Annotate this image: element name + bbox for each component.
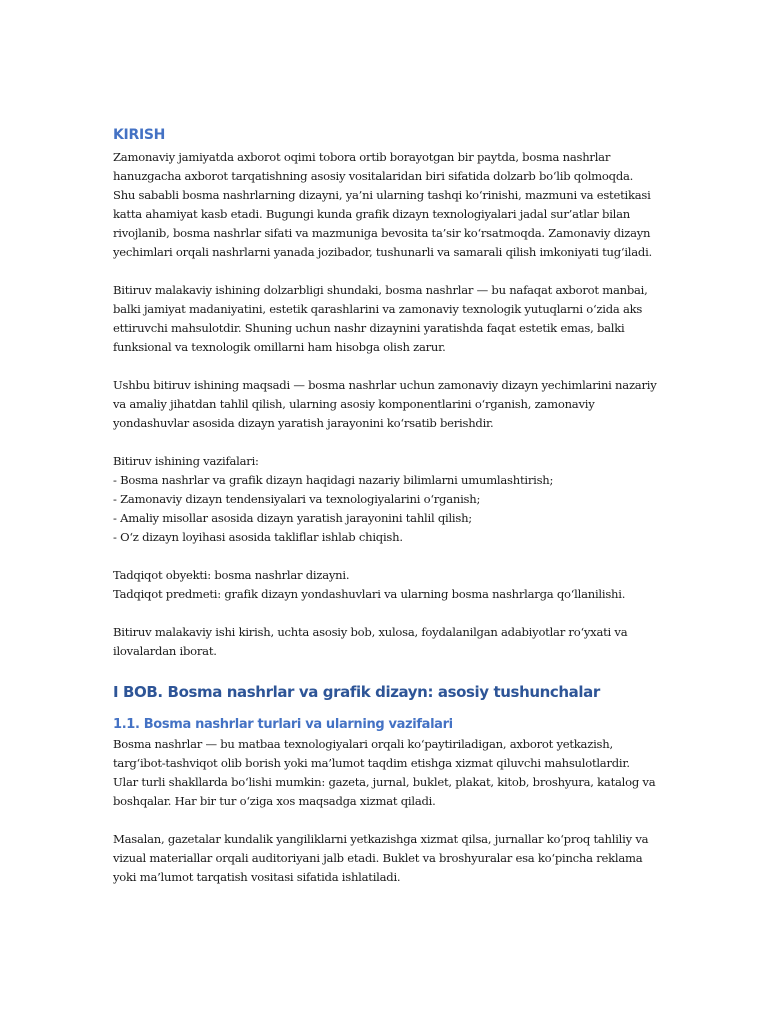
tasks-list [113,452,658,547]
intro-heading: KIRISH [113,127,166,143]
task-item: - Bosma nashrlar va grafik dizayn haqidagi nazariy bilimlarni umumlashtirish; [113,473,554,487]
research-block [113,566,658,604]
research-subject: Tadqiqot predmeti: grafik dizayn yondashuvlari va ularning bosma nashrlarga qo‘llanilishi. [113,587,626,601]
section-heading: 1.1. Bosma nashrlar turlari va ularning vazifalari [113,717,453,732]
section-paragraph-2: Masalan, gazetalar kundalik yangiliklarni yetkazishga xizmat qilsa, jurnallar ko‘proq tahliliy va vizual materiallar orqali auditoriyani jalb etadi. Buklet va broshyuralar esa ko‘pincha reklama yoki ma’lumot tarqatish vositasi sifatida ishlatiladi. [113,832,649,884]
intro-paragraph-3: Ushbu bitiruv ishining maqsadi — bosma nashrlar uchun zamonaviy dizayn yechimlarini nazariy va amaliy jihatdan tahlil qilish, ularning asosiy komponentlarini o‘rganish, zamonaviy yondashuvlar asosida dizayn yaratish jarayonini ko‘rsatib berishdir. [113,378,657,430]
tasks-title: Bitiruv ishining vazifalari: [113,454,259,468]
research-object: Tadqiqot obyekti: bosma nashrlar dizayni. [113,568,350,582]
chapter-heading: I BOB. Bosma nashrlar va grafik dizayn: asosiy tushunchalar [113,683,600,701]
document-page [113,124,658,906]
intro-paragraph-2: Bitiruv malakaviy ishining dolzarbligi shundaki, bosma nashrlar — bu nafaqat axborot manbai, balki jamiyat madaniyatini, estetik qarashlarini va zamonaviy texnologik yutuqlarni o‘zida aks ettiruvchi mahsulotdir. Shuning uchun nashr dizaynini yaratishda faqat estetik emas, balki funksional va texnologik omillarni ham hisobga olish zarur. [113,283,648,354]
structure-paragraph: Bitiruv malakaviy ishi kirish, uchta asosiy bob, xulosa, foydalanilgan adabiyotlar ro‘yxati va ilovalardan iborat. [113,625,628,658]
section-paragraph-1: Bosma nashrlar — bu matbaa texnologiyalari orqali ko‘paytiriladigan, axborot yetkazish, targ‘ibot-tashviqot olib borish yoki ma’lumot taqdim etishga xizmat qiluvchi mahsulotlardir. Ular turli shakllarda bo‘lishi mumkin: gazeta, jurnal, buklet, plakat, kitob, broshyura, katalog va boshqalar. Har bir tur o‘ziga xos maqsadga xizmat qiladi. [113,737,656,808]
intro-paragraph-1: Zamonaviy jamiyatda axborot oqimi tobora ortib borayotgan bir paytda, bosma nashrlar hanuzgacha axborot tarqatishning asosiy vositalaridan biri sifatida dolzarb bo‘lib qolmoqda. Shu sababli bosma nashrlarning dizayni, ya’ni ularning tashqi ko‘rinishi, mazmuni va estetikasi katta ahamiyat kasb etadi. Bugungi kunda grafik dizayn texnologiyalari jadal sur’atlar bilan rivojlanib, bosma nashrlar sifati va mazmuniga bevosita ta’sir ko‘rsatmoqda. Zamonaviy dizayn yechimlari orqali nashrlarni yanada jozibador, tushunarli va samarali qilish imkoniyati tug‘iladi. [113,150,652,259]
task-item: - O‘z dizayn loyihasi asosida takliflar ishlab chiqish. [113,530,403,544]
task-item: - Amaliy misollar asosida dizayn yaratish jarayonini tahlil qilish; [113,511,472,525]
task-item: - Zamonaviy dizayn tendensiyalari va texnologiyalarini o‘rganish; [113,492,481,506]
